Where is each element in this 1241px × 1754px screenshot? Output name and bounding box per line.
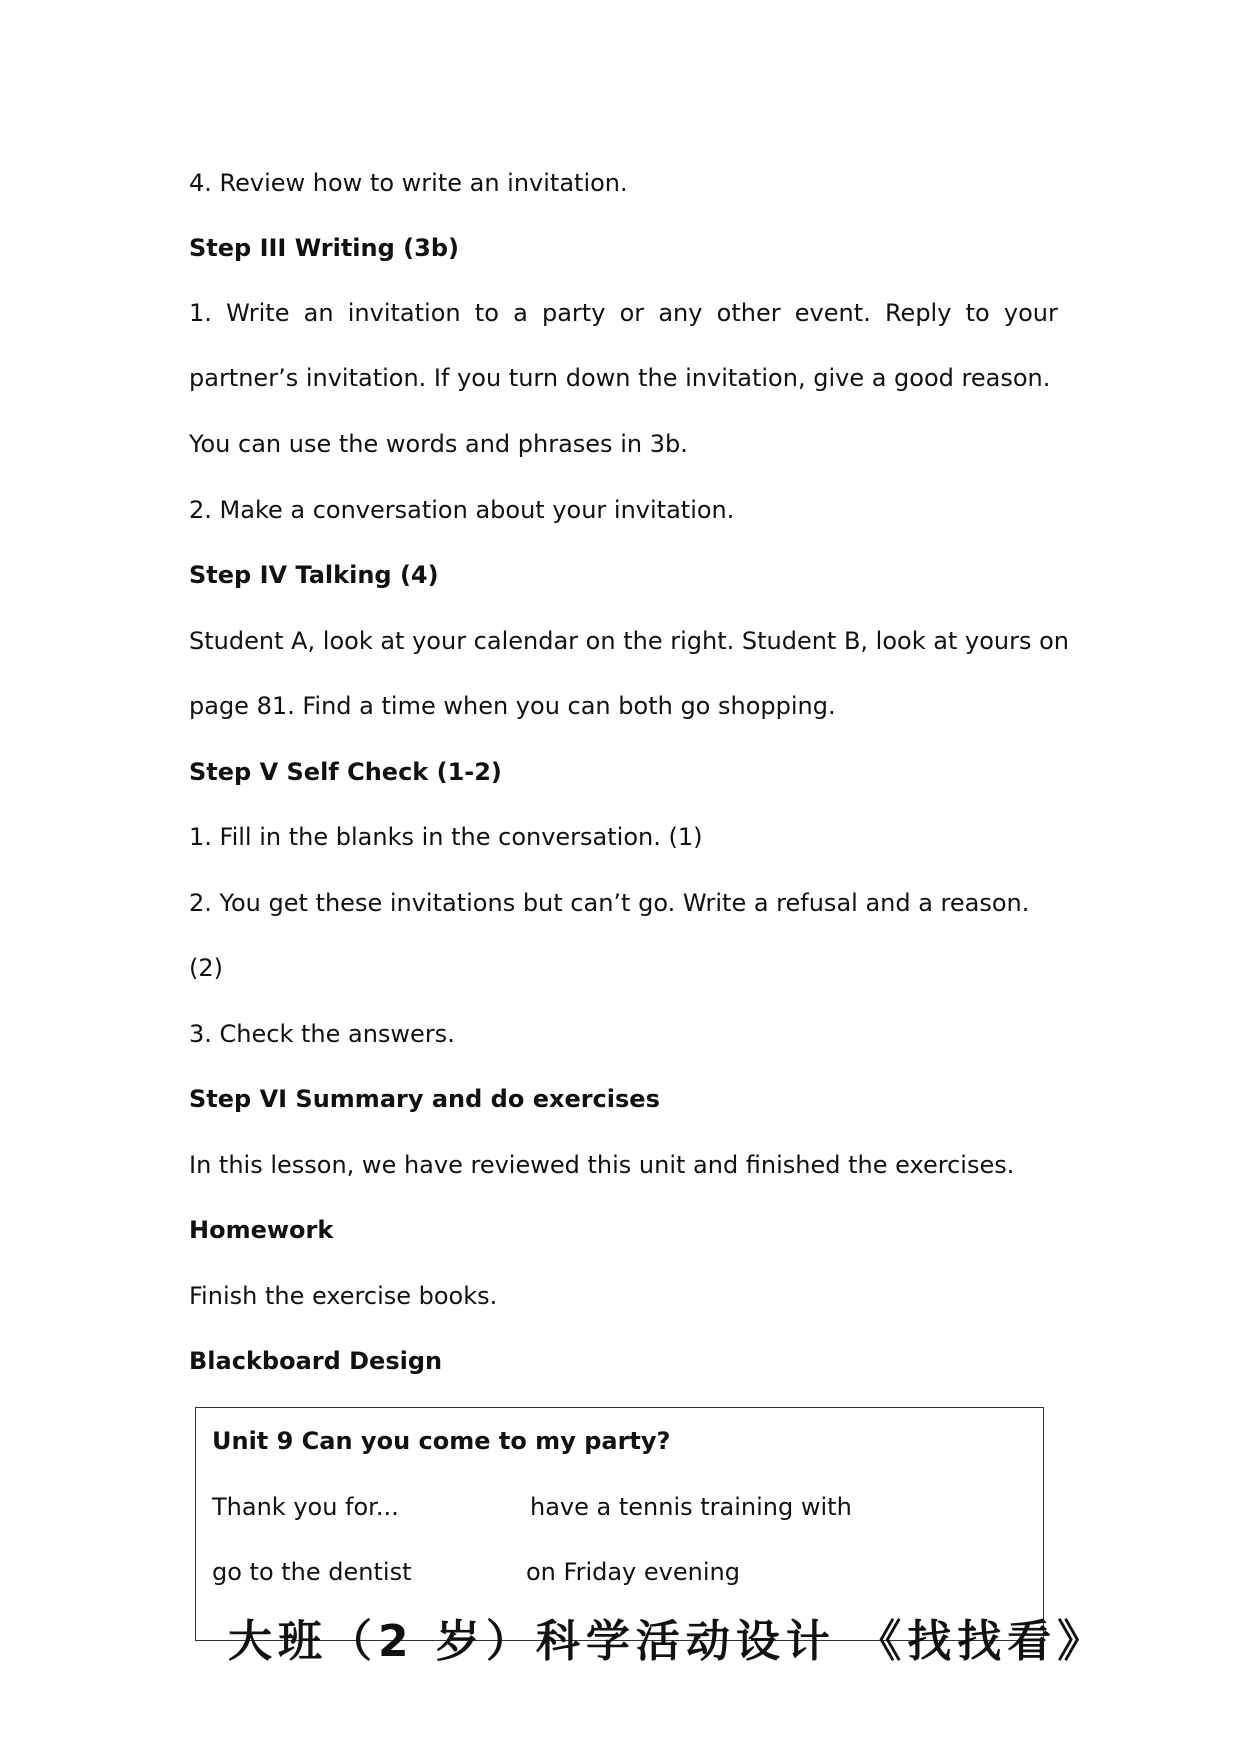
- self-check-line-1: 1. Fill in the blanks in the conversation. (1): [189, 823, 703, 851]
- word: Write: [226, 299, 290, 327]
- step5-heading: Step V Self Check (1-2): [189, 758, 502, 786]
- step6-heading: Step VI Summary and do exercises: [189, 1085, 660, 1113]
- word: a: [513, 299, 528, 327]
- blackboard-design-box: [195, 1407, 1108, 1667]
- step3-heading: Step III Writing (3b): [189, 234, 459, 262]
- blackboard-row2-left: go to the dentist: [212, 1558, 412, 1586]
- self-check-line-2: 2. You get these invitations but can’t go. Write a refusal and a reason.: [189, 889, 1030, 917]
- blackboard-heading: Blackboard Design: [189, 1347, 443, 1375]
- word: to: [474, 299, 499, 327]
- talking-line-2: page 81. Find a time when you can both go shopping.: [189, 692, 836, 720]
- self-check-line-3: 3. Check the answers.: [189, 1020, 455, 1048]
- self-check-line-2-cont: (2): [189, 954, 223, 982]
- write-paragraph-line-1: [189, 298, 1058, 328]
- word: 1.: [189, 299, 212, 327]
- word: an: [303, 299, 334, 327]
- review-line: 4. Review how to write an invitation.: [189, 169, 628, 197]
- word: invitation: [347, 299, 461, 327]
- clipped-overflow-text: ⼤班（2 岁）科学活动设计 《找找看》: [228, 1616, 1108, 1667]
- write-paragraph-line-2: partner’s invitation. If you turn down the invitation, give a good reason.: [189, 364, 1051, 392]
- word: Reply: [884, 299, 952, 327]
- conversation-line: 2. Make a conversation about your invitation.: [189, 496, 735, 524]
- word: party: [541, 299, 606, 327]
- homework-line: Finish the exercise books.: [189, 1282, 498, 1310]
- step4-heading: Step IV Talking (4): [189, 561, 439, 589]
- blackboard-row1-left: Thank you for...: [212, 1493, 399, 1521]
- word: any: [658, 299, 703, 327]
- talking-line-1: Student A, look at your calendar on the right. Student B, look at yours on: [189, 627, 1069, 655]
- summary-line: In this lesson, we have reviewed this unit and finished the exercises.: [189, 1151, 1015, 1179]
- word: or: [619, 299, 645, 327]
- blackboard-row1-right: have a tennis training with: [530, 1493, 852, 1521]
- word: your: [1003, 299, 1058, 327]
- word: other: [716, 299, 781, 327]
- word: to: [965, 299, 990, 327]
- word: event.: [794, 299, 871, 327]
- blackboard-row2-right: on Friday evening: [526, 1558, 740, 1586]
- homework-heading: Homework: [189, 1216, 334, 1244]
- write-paragraph-line-3: You can use the words and phrases in 3b.: [189, 430, 688, 458]
- blackboard-title: Unit 9 Can you come to my party?: [212, 1427, 671, 1455]
